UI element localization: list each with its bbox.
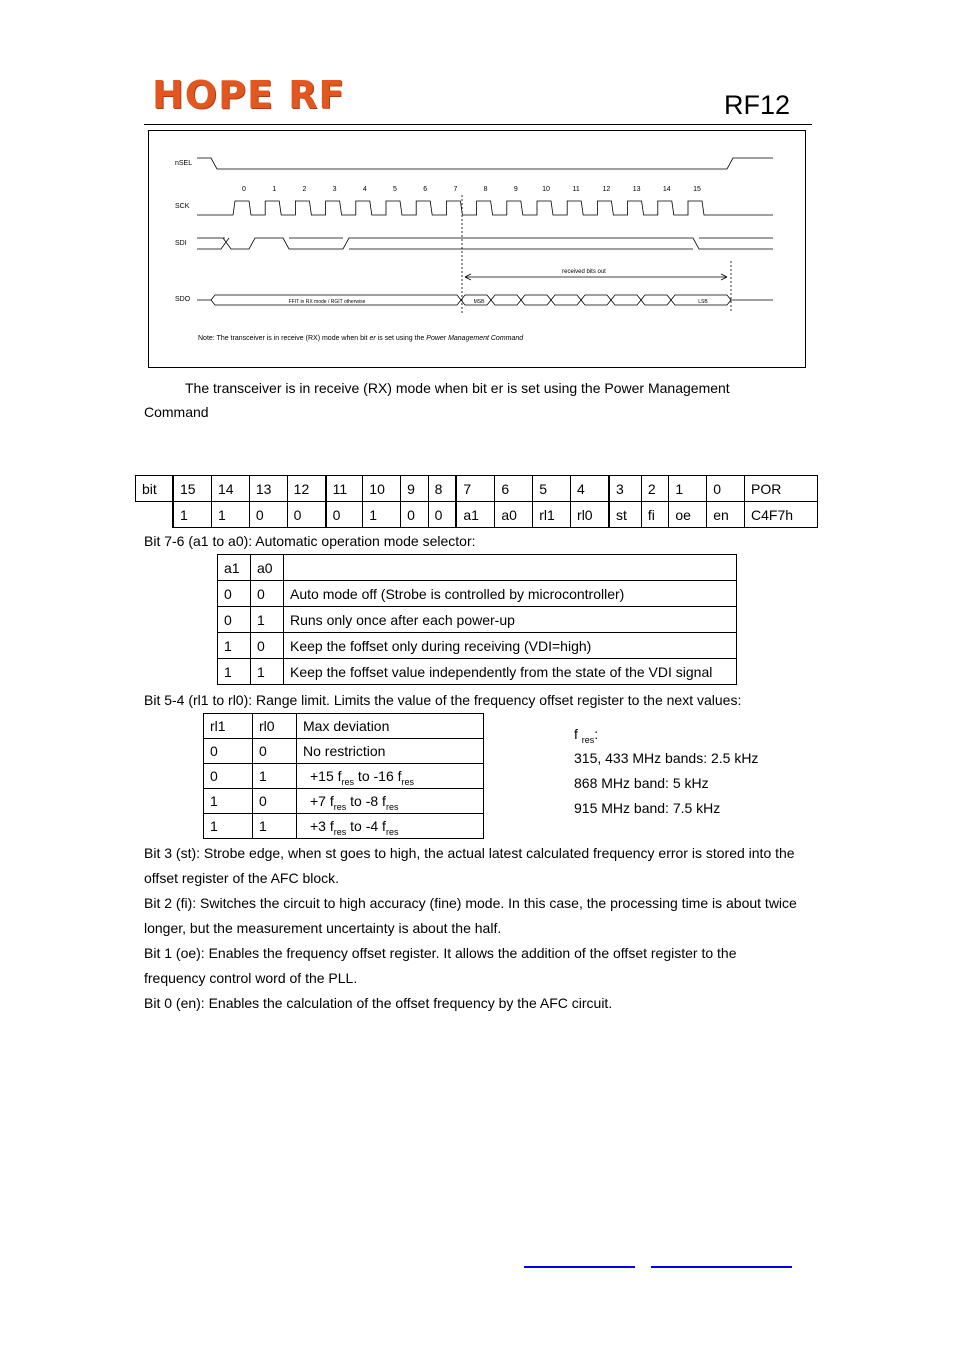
table-row xyxy=(204,789,484,814)
bit-number-label: 3 xyxy=(332,186,337,193)
bit-value-cell: oe xyxy=(669,502,707,528)
fres-line: 915 MHz band: 7.5 kHz xyxy=(574,800,721,816)
fres-line: 315, 433 MHz bands: 2.5 kHz xyxy=(574,750,759,766)
max-deviation-cell: +7 $f_{res}$ to -8 $f_{res}$ xyxy=(297,789,484,814)
st-description-1: Bit 3 (st): Strobe edge, when st goes to high, the actual latest calculated frequency error is stored into the xyxy=(144,845,795,861)
a0-cell: 1 xyxy=(251,607,284,633)
a0-cell: 0 xyxy=(251,581,284,607)
auto-mode-header-row xyxy=(218,555,737,581)
footer-link-2[interactable] xyxy=(651,1266,792,1268)
range-limit-header-row xyxy=(204,714,484,739)
max-deviation-cell: +15 $f_{res}$ to -16 $f_{res}$ xyxy=(297,764,484,789)
a1-cell: 1 xyxy=(218,633,251,659)
sdi-waveform-upper xyxy=(289,238,773,249)
hope-rf-logo: HOPE RF xyxy=(152,73,346,117)
bit-number-label: 15 xyxy=(693,186,701,193)
fres-heading: f $_{res}$: xyxy=(574,726,599,745)
table-row xyxy=(204,814,484,839)
bit-header-cell: 14 xyxy=(211,476,249,502)
header-a0: a0 xyxy=(251,555,284,581)
bit-header-cell: 13 xyxy=(249,476,287,502)
header-rl0: rl0 xyxy=(253,714,297,739)
bit-value-cell: 1 xyxy=(211,502,249,528)
bit-value-cell: 1 xyxy=(173,502,212,528)
header-max-deviation: Max deviation xyxy=(297,714,484,739)
bit-value-cell: en xyxy=(707,502,745,528)
rl-section-caption: Bit 5-4 (rl1 to rl0): Range limit. Limits the value of the frequency offset register to the next values: xyxy=(144,692,742,708)
bit-header-cell: 5 xyxy=(533,476,571,502)
sdo-data-bits xyxy=(461,295,731,305)
mode-description: Keep the foffset only during receiving (VDI=high) xyxy=(284,633,737,659)
bit-number-label: 6 xyxy=(423,186,428,193)
bit-header-cell: 7 xyxy=(456,476,495,502)
bit-value-cell: a0 xyxy=(495,502,533,528)
rl0-cell: 1 xyxy=(253,814,297,839)
bit-value-cell: 0 xyxy=(249,502,287,528)
bit-header-cell: 10 xyxy=(363,476,401,502)
signal-label-nsel: nSEL xyxy=(175,160,193,167)
bit-header-cell: 9 xyxy=(401,476,429,502)
bit-value-cell: a1 xyxy=(456,502,495,528)
bit-number-label: 1 xyxy=(272,186,277,193)
bit-header-cell: 11 xyxy=(326,476,363,502)
signal-label-sdo: SDO xyxy=(175,296,191,303)
bit-number-label: 10 xyxy=(542,186,550,193)
blank-cell xyxy=(136,502,173,528)
intro-line-2: Command xyxy=(144,404,209,420)
rl1-cell: 0 xyxy=(204,764,253,789)
bit-header-cell: bit xyxy=(136,476,173,502)
signal-label-sck: SCK xyxy=(175,203,190,210)
sdi-waveform-lower xyxy=(197,238,773,249)
a0-cell: 1 xyxy=(251,659,284,685)
bit-header-cell: 12 xyxy=(287,476,326,502)
signal-label-sdi: SDI xyxy=(175,240,187,247)
oe-description-1: Bit 1 (oe): Enables the frequency offset register. It allows the addition of the offset register to the xyxy=(144,945,737,961)
bit-number-label: 8 xyxy=(483,186,488,193)
bit-header-cell: 2 xyxy=(641,476,669,502)
bit-number-label: 2 xyxy=(302,186,307,193)
bit-value-cell: 0 xyxy=(428,502,456,528)
table-row xyxy=(218,607,737,633)
a-section-caption: Bit 7-6 (a1 to a0): Automatic operation mode selector: xyxy=(144,533,476,549)
table-row xyxy=(204,764,484,789)
rl1-cell: 1 xyxy=(204,789,253,814)
msb-label: MSB xyxy=(473,299,485,305)
afc-bit-table xyxy=(135,475,818,528)
mode-description: Keep the foffset value independently from the state of the VDI signal xyxy=(284,659,737,685)
nsel-waveform xyxy=(197,158,773,169)
timing-diagram xyxy=(148,130,806,368)
a0-cell: 0 xyxy=(251,633,284,659)
document-title: RF12 xyxy=(724,90,791,120)
header-rule xyxy=(144,124,812,125)
bit-header-cell: 4 xyxy=(571,476,609,502)
bit-number-label: 4 xyxy=(362,186,367,193)
header-blank xyxy=(284,555,737,581)
bit-number-label: 9 xyxy=(513,186,518,193)
fi-description-2: longer, but the measurement uncertainty is about the half. xyxy=(144,920,502,936)
en-description: Bit 0 (en): Enables the calculation of the offset frequency by the AFC circuit. xyxy=(144,995,613,1011)
intro-line-1: The transceiver is in receive (RX) mode when bit er is set using the Power Management xyxy=(185,380,730,396)
bit-number-label: 11 xyxy=(572,186,580,193)
footer-link-1[interactable] xyxy=(524,1266,635,1268)
bit-value-row xyxy=(136,502,818,528)
rl0-cell: 1 xyxy=(253,764,297,789)
bit-number-label: 0 xyxy=(242,186,246,193)
max-deviation-cell: No restriction xyxy=(297,739,484,764)
bit-number-label: 13 xyxy=(632,186,641,193)
max-deviation-cell: +3 $f_{res}$ to -4 $f_{res}$ xyxy=(297,814,484,839)
timing-diagram-svg xyxy=(149,131,805,367)
bit-header-cell: 3 xyxy=(609,476,641,502)
bit-value-cell: C4F7h xyxy=(745,502,818,528)
st-description-2: offset register of the AFC block. xyxy=(144,870,340,886)
bit-value-cell: st xyxy=(609,502,641,528)
mode-description: Auto mode off (Strobe is controlled by microcontroller) xyxy=(284,581,737,607)
bit-header-cell: 15 xyxy=(173,476,212,502)
received-bits-label: received bits out xyxy=(562,269,606,275)
bit-value-cell: rl0 xyxy=(571,502,609,528)
lsb-label: LSB xyxy=(698,299,708,305)
mode-description: Runs only once after each power-up xyxy=(284,607,737,633)
bit-number-label: 7 xyxy=(453,186,458,193)
bit-value-cell: 0 xyxy=(326,502,363,528)
bit-number-row xyxy=(136,476,818,502)
bit-value-cell: fi xyxy=(641,502,669,528)
bit-value-cell: 0 xyxy=(287,502,326,528)
bit-value-cell: 1 xyxy=(363,502,401,528)
range-limit-table xyxy=(203,713,484,839)
bit-value-cell: 0 xyxy=(401,502,429,528)
bit-number-label: 12 xyxy=(602,186,611,193)
header-rl1: rl1 xyxy=(204,714,253,739)
bit-header-cell: 0 xyxy=(707,476,745,502)
a1-cell: 0 xyxy=(218,581,251,607)
bit-header-cell: 6 xyxy=(495,476,533,502)
sck-waveform xyxy=(197,201,773,215)
sdo-ffit-label: FFIT in RX mode / RGIT otherwise xyxy=(288,299,366,305)
header-a1: a1 xyxy=(218,555,251,581)
bit-value-cell: rl1 xyxy=(533,502,571,528)
table-row xyxy=(204,739,484,764)
bit-header-cell: 8 xyxy=(428,476,456,502)
rl1-cell: 0 xyxy=(204,739,253,764)
rl0-cell: 0 xyxy=(253,739,297,764)
diagram-note: Note: The transceiver is in receive (RX) mode when bit er is set using the Power Management Command xyxy=(198,335,524,342)
oe-description-2: frequency control word of the PLL. xyxy=(144,970,358,986)
bit-number-label: 5 xyxy=(393,186,397,193)
a1-cell: 1 xyxy=(218,659,251,685)
table-row xyxy=(218,633,737,659)
rl1-cell: 1 xyxy=(204,814,253,839)
table-row xyxy=(218,659,737,685)
table-row xyxy=(218,581,737,607)
auto-mode-table xyxy=(217,554,737,685)
bit-number-label: 14 xyxy=(662,186,671,193)
bit-header-cell: 1 xyxy=(669,476,707,502)
a1-cell: 0 xyxy=(218,607,251,633)
rl0-cell: 0 xyxy=(253,789,297,814)
fres-line: 868 MHz band: 5 kHz xyxy=(574,775,709,791)
bit-header-cell: POR xyxy=(745,476,818,502)
fi-description-1: Bit 2 (fi): Switches the circuit to high accuracy (fine) mode. In this case, the processing time is about twice xyxy=(144,895,797,911)
